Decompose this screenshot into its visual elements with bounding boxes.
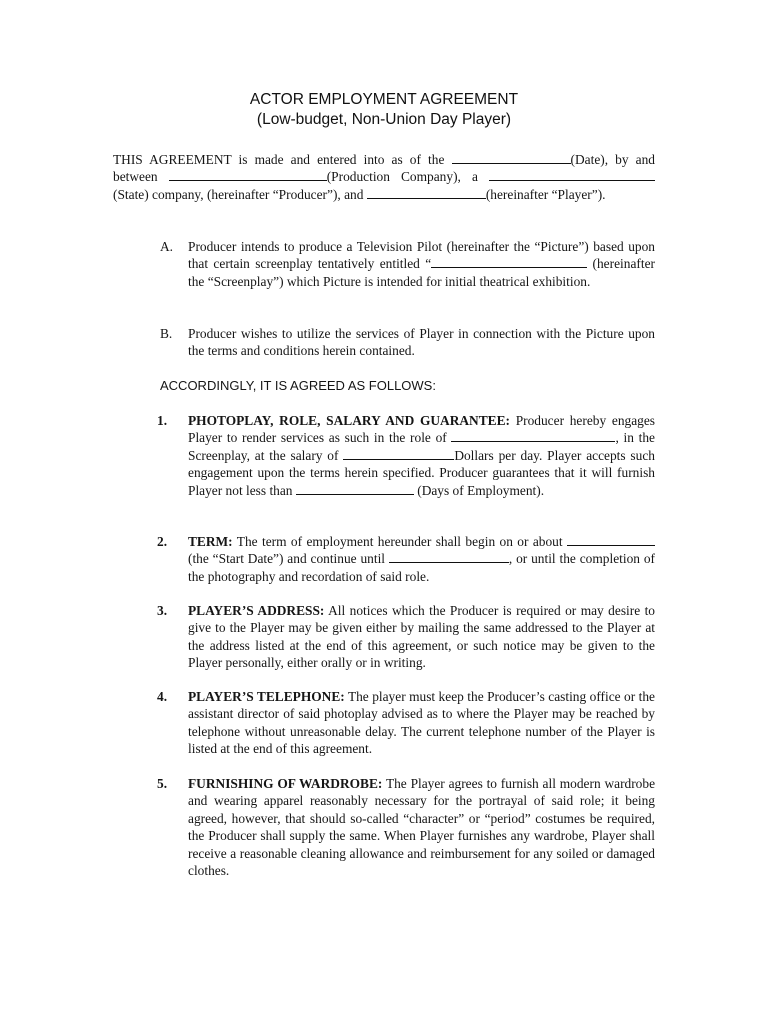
intro-text-5: (hereinafter “Player”). bbox=[485, 186, 606, 202]
section-1-text-4: (Days of Employment). bbox=[417, 482, 545, 498]
intro-text-3: (Production Company), a bbox=[326, 169, 478, 185]
section-2-heading: TERM: bbox=[188, 534, 233, 549]
section-3-heading: PLAYER’S ADDRESS: bbox=[188, 603, 325, 618]
section-2-text bbox=[188, 533, 655, 585]
section-4-number: 4. bbox=[157, 689, 168, 704]
state-blank[interactable] bbox=[489, 168, 655, 181]
section-4-text bbox=[188, 688, 655, 758]
end-date-blank[interactable] bbox=[389, 550, 509, 563]
section-5-heading: FURNISHING OF WARDROBE: bbox=[188, 776, 383, 791]
recital-a-text bbox=[188, 238, 655, 290]
recital-letter-b: B. bbox=[160, 326, 173, 341]
document-title: ACTOR EMPLOYMENT AGREEMENT bbox=[249, 91, 519, 108]
section-5-text-1: The Player agrees to furnish all modern wardrobe and wearing apparel reasonably necessary for the portrayal of said role; it being agreed, however, that should so-called “character” or “period” costumes be required, the Producer shall supply the same. When Player furnishes any wardrobe, Player shall receive a reasonable cleaning allowance and reimbursement for any soiled or damaged clothes. bbox=[188, 776, 656, 879]
recital-a-text-2: (hereinafter the “Screenplay”) which Picture is intended for initial theatrical exhibition. bbox=[188, 256, 655, 289]
intro-paragraph bbox=[113, 151, 655, 203]
player-name-blank[interactable] bbox=[367, 186, 486, 199]
screenplay-title-blank[interactable] bbox=[431, 255, 587, 268]
intro-text-1: THIS AGREEMENT is made and entered into as of the bbox=[113, 152, 445, 167]
section-2-number: 2. bbox=[157, 534, 168, 549]
section-3-text bbox=[188, 602, 655, 672]
recital-a-text-1: Producer intends to produce a Television Pilot (hereinafter the “Picture”) based upon that certain screenplay tentatively entitled “ bbox=[188, 239, 655, 272]
section-5-number: 5. bbox=[157, 776, 168, 791]
section-1-text bbox=[188, 412, 655, 499]
section-5-text bbox=[188, 775, 655, 879]
section-4-text-1: The player must keep the Producer’s casting office or the assistant director of said photoplay advised as to where the Player may be reached by telephone without unreasonable delay. The current telephone number of the Player is listed at the end of this agreement. bbox=[188, 689, 656, 757]
document-subtitle: (Low-budget, Non-Union Day Player) bbox=[256, 111, 512, 128]
section-1-text-1: Producer hereby engages Player to render services as such in the role of bbox=[188, 413, 655, 446]
section-1-number: 1. bbox=[157, 413, 168, 428]
intro-text-2: (Date), by and between bbox=[113, 152, 655, 185]
accordingly-heading: ACCORDINGLY, IT IS AGREED AS FOLLOWS: bbox=[160, 378, 436, 393]
section-3-text-1: All notices which the Producer is required or may desire to give to the Player may be given either by mailing the same addressed to the Player at the address listed at the end of this agreement, or such notice may be given to the Player personally, either orally or in writing. bbox=[188, 603, 655, 671]
section-2-text-1: The term of employment hereunder shall begin on or about bbox=[236, 534, 563, 549]
section-1-text-3: Dollars per day. Player accepts such engagement upon the terms herein specified. Producer guarantees that it will furnish Player not less than bbox=[188, 447, 655, 498]
section-4-heading: PLAYER’S TELEPHONE: bbox=[188, 689, 345, 704]
section-1-heading: PHOTOPLAY, ROLE, SALARY AND GUARANTEE: bbox=[188, 413, 510, 428]
section-2-text-2: (the “Start Date”) and continue until bbox=[188, 551, 386, 567]
intro-text-4: (State) company, (hereinafter “Producer”), and bbox=[113, 186, 364, 202]
section-2-text-3: , or until the completion of the photography and recordation of said role. bbox=[188, 551, 655, 584]
section-3-number: 3. bbox=[157, 603, 168, 618]
start-date-blank[interactable] bbox=[567, 533, 655, 546]
section-1-text-2: , in the Screenplay, at the salary of bbox=[188, 430, 656, 463]
date-blank[interactable] bbox=[452, 151, 571, 164]
recital-letter-a: A. bbox=[160, 239, 174, 254]
role-blank[interactable] bbox=[451, 429, 615, 442]
days-of-employment-blank[interactable] bbox=[296, 482, 414, 495]
recital-b-text: Producer wishes to utilize the services of Player in connection with the Picture upon the terms and conditions herein contained. bbox=[188, 326, 655, 359]
production-company-blank[interactable] bbox=[169, 168, 327, 181]
salary-blank[interactable] bbox=[343, 447, 454, 460]
title-block bbox=[0, 90, 768, 130]
